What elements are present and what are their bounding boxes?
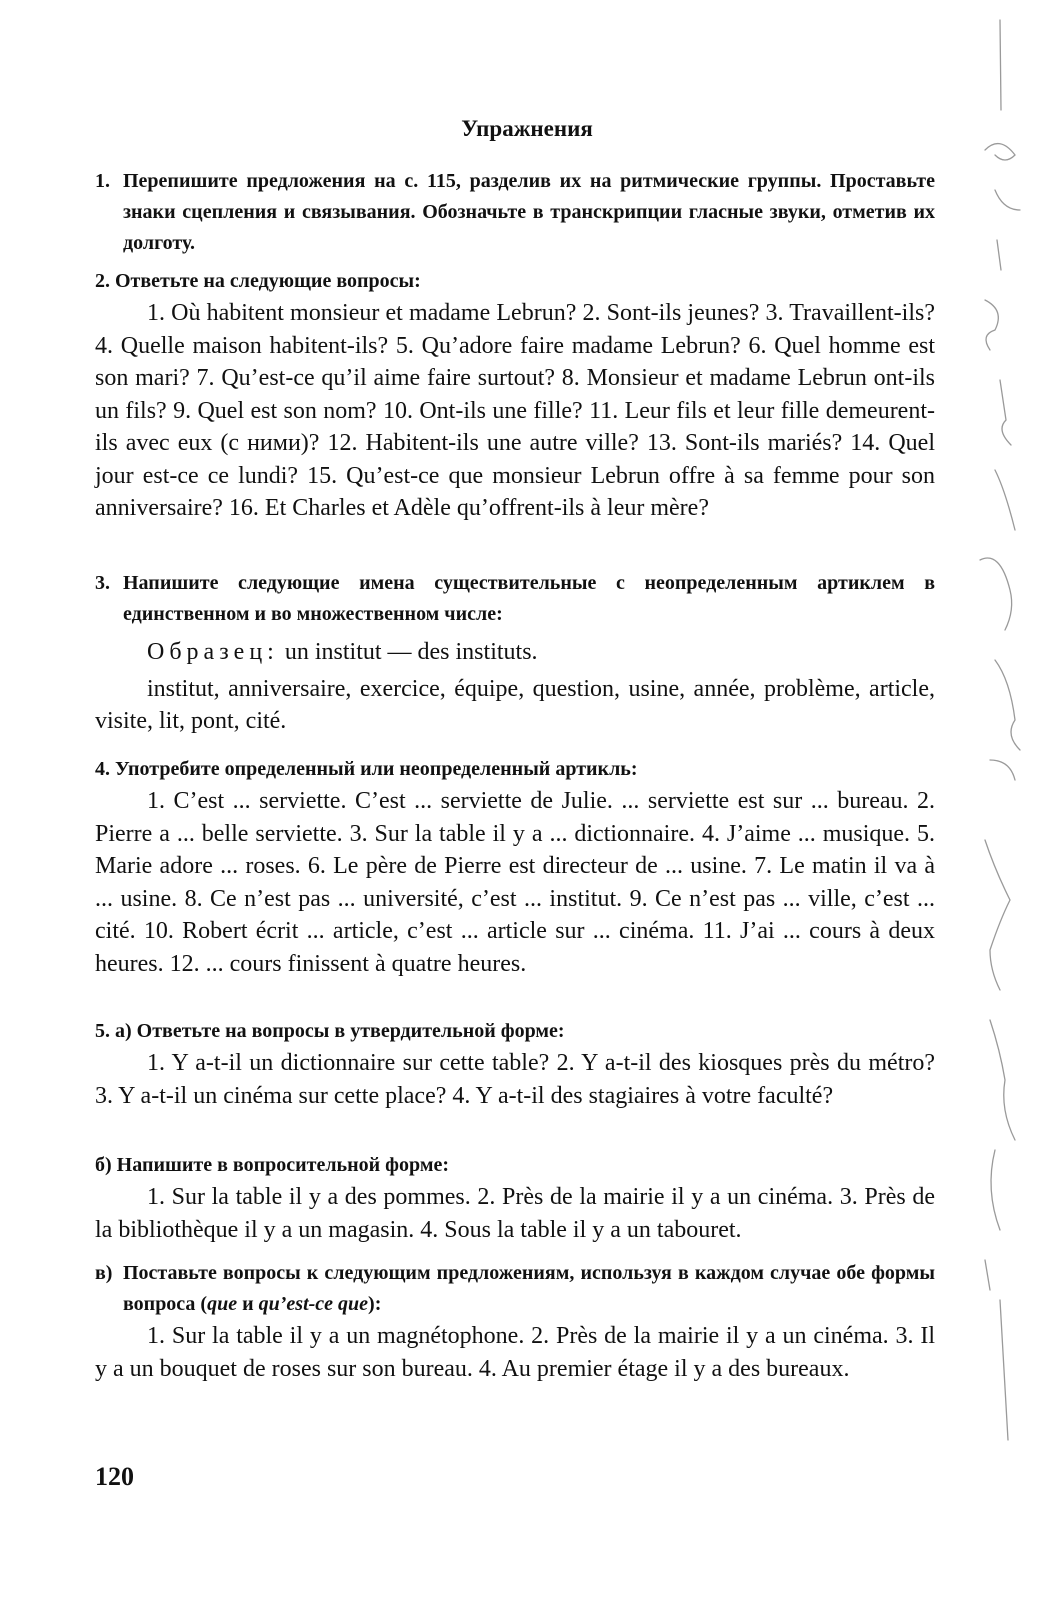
exercise-1-number: 1. [95, 170, 110, 192]
exercise-4-number: 4. [95, 758, 110, 780]
sample-text: un institut — des instituts. [284, 639, 538, 665]
exercise-5v [95, 1258, 935, 1385]
exercise-2 [95, 266, 935, 525]
exercise-5a-heading [95, 1016, 935, 1047]
exercise-4 [95, 754, 935, 980]
exercise-5a-number: 5. а) [95, 1020, 132, 1042]
exercise-2-number: 2. [95, 270, 110, 292]
exercise-5b-instruction: Напишите в вопросительной форме: [116, 1154, 449, 1176]
exercise-1-instruction: Перепишите предложения на с. 115, разделив их на ритмические группы. Проставьте знаки сцепления и связывания. Обозначьте в транскрипции гласные звуки, отметив их долготу. [123, 170, 935, 254]
exercise-5a-instruction: Ответьте на вопросы в утвердительной форме: [136, 1020, 565, 1042]
exercise-5a-questions: 1. Y a-t-il un dictionnaire sur cette table? 2. Y a-t-il des kiosques près du métro? 3. Y a-t-il un cinéma sur cette place? 4. Y a-t-il des stagiaires à votre faculté? [95, 1050, 935, 1109]
exercise-3-instruction: Напишите следующие имена существительные с неопределенным артиклем в единственном и во множественном числе: [123, 572, 935, 625]
scan-margin-marks [955, 0, 1054, 1600]
exercise-5b-sentences: 1. Sur la table il y a des pommes. 2. Près de la mairie il y a un cinéma. 3. Près de la bibliothèque il y a un magasin. 4. Sous la table il y a un tabouret. [95, 1184, 935, 1243]
exercise-5b [95, 1150, 935, 1246]
exercise-5v-number: в) [95, 1262, 113, 1284]
exercise-3-number: 3. [95, 572, 110, 594]
exercise-5v-heading [95, 1258, 935, 1320]
exercise-1-heading [95, 166, 935, 259]
exercise-2-heading [95, 266, 935, 297]
page-title: Упражнения [461, 116, 593, 141]
exercise-4-sentences: 1. C’est ... serviette. C’est ... serviette de Julie. ... serviette est sur ... bureau. 2. Pierre a ... belle serviette. 3. Sur la table il y a ... dictionnaire. 4. J’aime ... musique. 5. Marie adore ... roses. 6. Le père de Pierre est directeur de ... usine. 7. Le matin il va à ... usine. 8. Ce n’est pas ... université, c’est ... institut. 9. Ce n’est pas ... ville, c’est ... cité. 10. Robert écrit ... article, c’est ... article sur ... cinéma. 11. J’ai ... cours à deux heures. 12. ... cours finissent à quatre heures. [95, 788, 935, 977]
exercise-3 [95, 568, 935, 738]
exercise-5b-heading [95, 1150, 935, 1181]
exercise-3-heading [95, 568, 935, 630]
exercise-3-sample [95, 636, 935, 669]
sample-label: Образец: [147, 639, 279, 665]
exercise-3-word-list: institut, anniversaire, exercice, équipe, question, usine, année, problème, article, visite, lit, pont, cité. [95, 675, 935, 734]
que-form: que [207, 1293, 238, 1315]
exercise-2-questions: 1. Où habitent monsieur et madame Lebrun? 2. Sont-ils jeunes? 3. Travaillent-ils? 4. Quelle maison habitent-ils? 5. Qu’adore faire madame Lebrun? 6. Quel homme est son mari? 7. Qu’est-ce qu’il aime faire surtout? 8. Monsieur et madame Lebrun ont-ils un fils? 9. Quel est son nom? 10. Ont-ils une fille? 11. Leur fils et leur fille demeurent-ils avec eux (с ними)? 12. Habitent-ils une autre ville? 13. Sont-ils mariés? 14. Quel jour est-ce ce lundi? 15. Qu’est-ce que monsieur Lebrun offre à sa femme pour son anniversaire? 16. Et Charles et Adèle qu’offrent-ils à leur mère? [95, 300, 935, 521]
exercise-5v-sentences: 1. Sur la table il y a un magnétophone. 2. Près de la mairie il y a un cinéma. 3. Il y a un bouquet de roses sur son bureau. 4. Au premier étage il y a des bureaux. [95, 1323, 935, 1382]
exercise-1 [95, 166, 935, 259]
exercise-5v-instruction: Поставьте вопросы к следующим предложениям, используя в каждом случае обе формы вопроса (que и qu’est-ce que): [123, 1262, 935, 1315]
exercise-2-instruction: Ответьте на следующие вопросы: [115, 270, 421, 292]
exercise-5a [95, 1016, 935, 1112]
quest-ce-que-form: qu’est-ce que [258, 1293, 369, 1315]
exercise-4-heading [95, 754, 935, 785]
exercise-4-instruction: Употребите определенный или неопределенный артикль: [115, 758, 638, 780]
page-number: 120 [95, 1462, 134, 1491]
exercise-5b-number: б) [95, 1154, 112, 1176]
